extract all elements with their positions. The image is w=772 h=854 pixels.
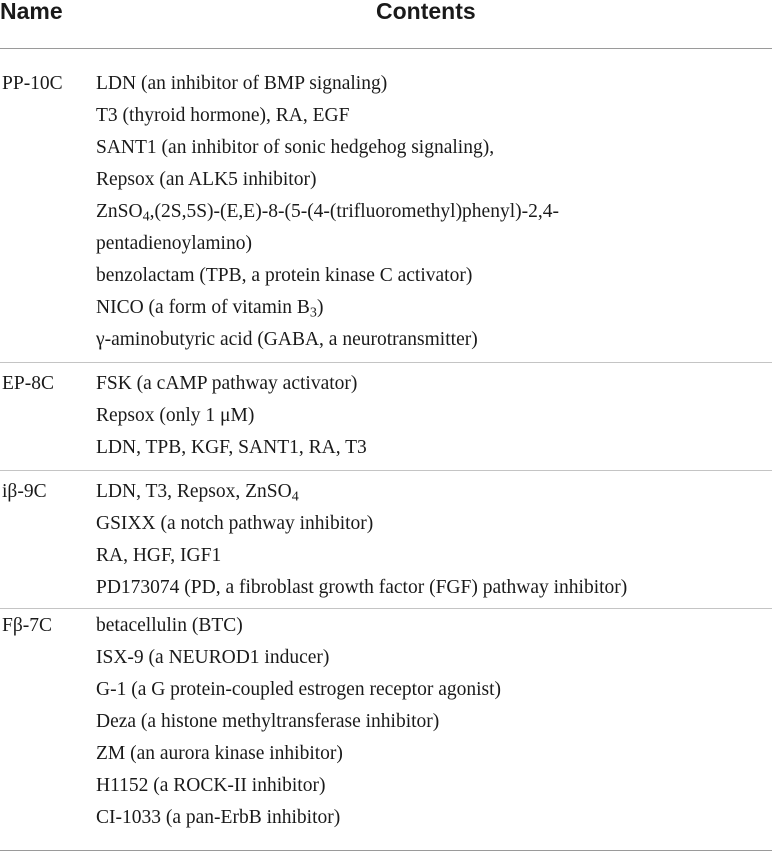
row-separator bbox=[0, 608, 772, 609]
row-contents bbox=[96, 476, 627, 604]
content-line: ZM (an aurora kinase inhibitor) bbox=[96, 743, 343, 764]
row-contents bbox=[96, 68, 559, 356]
content-line: LDN, T3, Repsox, ZnSO$_4$ bbox=[96, 481, 299, 505]
row-name: Fβ-7C bbox=[2, 615, 53, 636]
header-rule bbox=[0, 48, 772, 49]
content-line: Repsox (an ALK5 inhibitor) bbox=[96, 169, 317, 190]
content-line: betacellulin (BTC) bbox=[96, 615, 243, 636]
content-line: Deza (a histone methyltransferase inhibitor) bbox=[96, 711, 440, 732]
row-separator bbox=[0, 362, 772, 363]
row-contents bbox=[96, 368, 367, 464]
content-line: FSK (a cAMP pathway activator) bbox=[96, 373, 358, 394]
content-line: Repsox (only 1 μM) bbox=[96, 405, 255, 426]
content-line: LDN (an inhibitor of BMP signaling) bbox=[96, 73, 388, 94]
content-line: G-1 (a G protein-coupled estrogen receptor agonist) bbox=[96, 679, 502, 700]
bottom-rule bbox=[0, 850, 772, 851]
header-contents: Contents bbox=[376, 0, 476, 24]
content-line: GSIXX (a notch pathway inhibitor) bbox=[96, 513, 374, 534]
content-line: H1152 (a ROCK-II inhibitor) bbox=[96, 775, 326, 796]
row-name: iβ-9C bbox=[2, 481, 47, 502]
row-name: EP-8C bbox=[2, 373, 55, 394]
content-line: benzolactam (TPB, a protein kinase C activator) bbox=[96, 265, 473, 286]
content-line: RA, HGF, IGF1 bbox=[96, 545, 222, 566]
content-line: SANT1 (an inhibitor of sonic hedgehog signaling), bbox=[96, 137, 495, 158]
header-name: Name bbox=[0, 0, 63, 24]
row-separator bbox=[0, 470, 772, 471]
table-header bbox=[0, 0, 772, 50]
content-line: PD173074 (PD, a fibroblast growth factor (FGF) pathway inhibitor) bbox=[96, 577, 628, 598]
content-line: CI-1033 (a pan-ErbB inhibitor) bbox=[96, 807, 341, 828]
content-line: NICO (a form of vitamin $B_3$) bbox=[96, 297, 324, 321]
row-name: PP-10C bbox=[2, 73, 63, 94]
content-line: LDN, TPB, KGF, SANT1, RA, T3 bbox=[96, 437, 367, 458]
content-line: pentadienoylamino) bbox=[96, 233, 252, 254]
row-contents bbox=[96, 610, 501, 834]
content-line: T3 (thyroid hormone), RA, EGF bbox=[96, 105, 350, 126]
content-line: γ-aminobutyric acid (GABA, a neurotransmitter) bbox=[96, 329, 478, 350]
content-line: ISX-9 (a NEUROD1 inducer) bbox=[96, 647, 330, 668]
content-line: ZnSO$_4$,(2S,5S)-(E,E)-8-(5-(4-(trifluoromethyl)phenyl)-2,4- bbox=[96, 201, 559, 225]
